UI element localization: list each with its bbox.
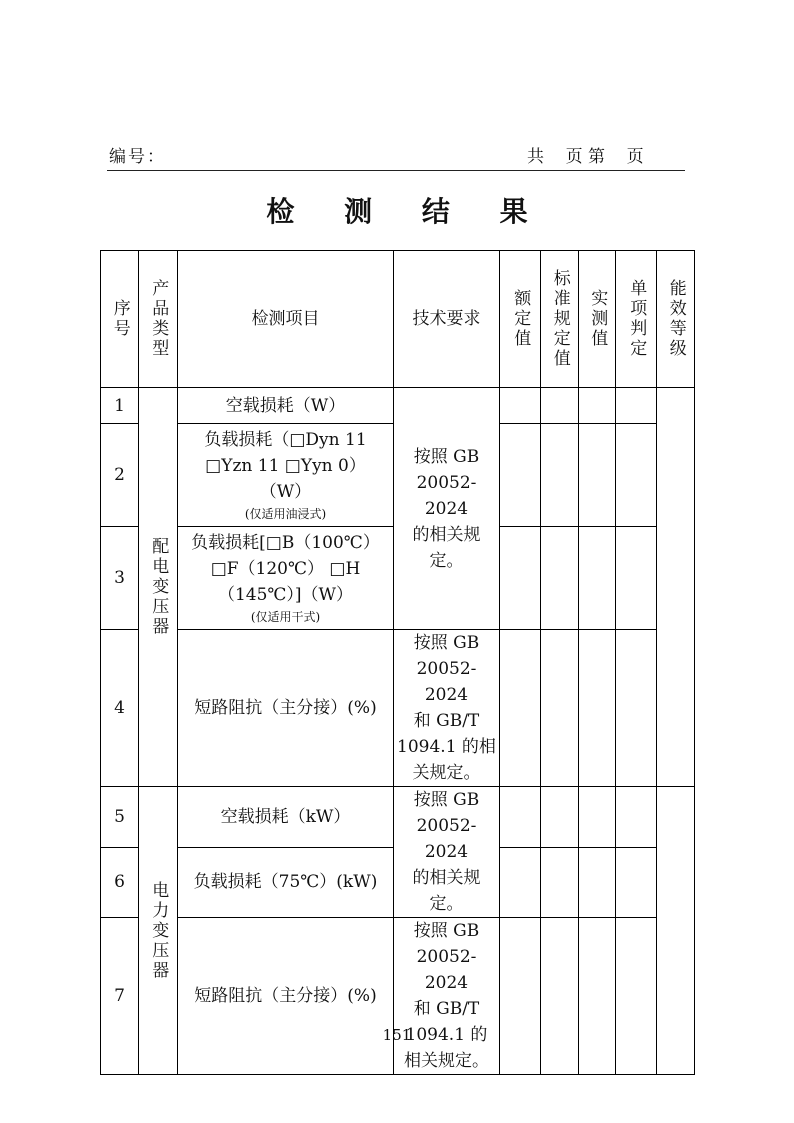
- row-item: 负载损耗[□B（100℃） □F（120℃） □H （145℃）]（W） (仅适用干式): [178, 527, 394, 630]
- results-table: [100, 250, 695, 1075]
- row-seq: 1: [101, 388, 139, 424]
- header-grade: 能效等级: [657, 251, 695, 388]
- table-row: [101, 918, 695, 1075]
- verdict-cell[interactable]: [616, 847, 657, 917]
- row-item: 空载损耗（kW）: [178, 787, 394, 848]
- row-seq: 3: [101, 527, 139, 630]
- row-item: 负载损耗（□Dyn 11 □Yzn 11 □Yyn 0） （W） (仅适用油浸式): [178, 424, 394, 527]
- measured-cell[interactable]: [579, 630, 616, 787]
- rated-cell[interactable]: [500, 527, 541, 630]
- header-item: 检测项目: [178, 251, 394, 388]
- verdict-cell[interactable]: [616, 527, 657, 630]
- standard-cell[interactable]: [541, 630, 579, 787]
- header-measured: 实测值: [579, 251, 616, 388]
- table-row: [101, 630, 695, 787]
- rated-cell[interactable]: [500, 388, 541, 424]
- standard-cell[interactable]: [541, 847, 579, 917]
- header-rated: 额定值: [500, 251, 541, 388]
- product-type-power: 电力变压器: [139, 787, 178, 1075]
- measured-cell[interactable]: [579, 787, 616, 848]
- grade-cell[interactable]: [657, 388, 695, 787]
- row-seq: 6: [101, 847, 139, 917]
- page-count-label: 共 页 第 页: [527, 147, 644, 167]
- measured-cell[interactable]: [579, 424, 616, 527]
- rated-cell[interactable]: [500, 918, 541, 1075]
- standard-cell[interactable]: [541, 388, 579, 424]
- measured-cell[interactable]: [579, 847, 616, 917]
- requirement-cell: 按照 GB 20052-2024 的相关规 定。: [394, 787, 500, 918]
- measured-cell[interactable]: [579, 388, 616, 424]
- verdict-cell[interactable]: [616, 388, 657, 424]
- table-row: [101, 787, 695, 848]
- rated-cell[interactable]: [500, 787, 541, 848]
- header-rule: [107, 170, 685, 171]
- row-item: 短路阻抗（主分接）(%): [178, 918, 394, 1075]
- measured-cell[interactable]: [579, 527, 616, 630]
- verdict-cell[interactable]: [616, 630, 657, 787]
- verdict-cell[interactable]: [616, 424, 657, 527]
- header-seq: 序号: [101, 251, 139, 388]
- verdict-cell[interactable]: [616, 787, 657, 848]
- table-row: [101, 388, 695, 424]
- row-seq: 4: [101, 630, 139, 787]
- header-row: [101, 251, 695, 388]
- rated-cell[interactable]: [500, 630, 541, 787]
- rated-cell[interactable]: [500, 424, 541, 527]
- standard-cell[interactable]: [541, 787, 579, 848]
- verdict-cell[interactable]: [616, 918, 657, 1075]
- header-product-type: 产品类型: [139, 251, 178, 388]
- header-requirement: 技术要求: [394, 251, 500, 388]
- requirement-cell: 按照 GB 20052-2024 和 GB/T 1094.1 的相 关规定。: [394, 630, 500, 787]
- standard-cell[interactable]: [541, 918, 579, 1075]
- product-type-distribution: 配电变压器: [139, 388, 178, 787]
- header-verdict: 单项判定: [616, 251, 657, 388]
- requirement-cell: 按照 GB 20052-2024 和 GB/T 1094.1 的 相关规定。: [394, 918, 500, 1075]
- header-standard: 标准规定值: [541, 251, 579, 388]
- page-number: 151: [382, 1026, 412, 1044]
- page-title: 检 测 结 果: [266, 195, 548, 228]
- row-item: 负载损耗（75℃）(kW): [178, 847, 394, 917]
- row-seq: 7: [101, 918, 139, 1075]
- standard-cell[interactable]: [541, 424, 579, 527]
- measured-cell[interactable]: [579, 918, 616, 1075]
- row-item: 短路阻抗（主分接）(%): [178, 630, 394, 787]
- report-number-label: 编号：: [109, 147, 166, 167]
- row-item: 空载损耗（W）: [178, 388, 394, 424]
- row-seq: 5: [101, 787, 139, 848]
- requirement-cell: 按照 GB 20052-2024 的相关规 定。: [394, 388, 500, 630]
- rated-cell[interactable]: [500, 847, 541, 917]
- standard-cell[interactable]: [541, 527, 579, 630]
- row-seq: 2: [101, 424, 139, 527]
